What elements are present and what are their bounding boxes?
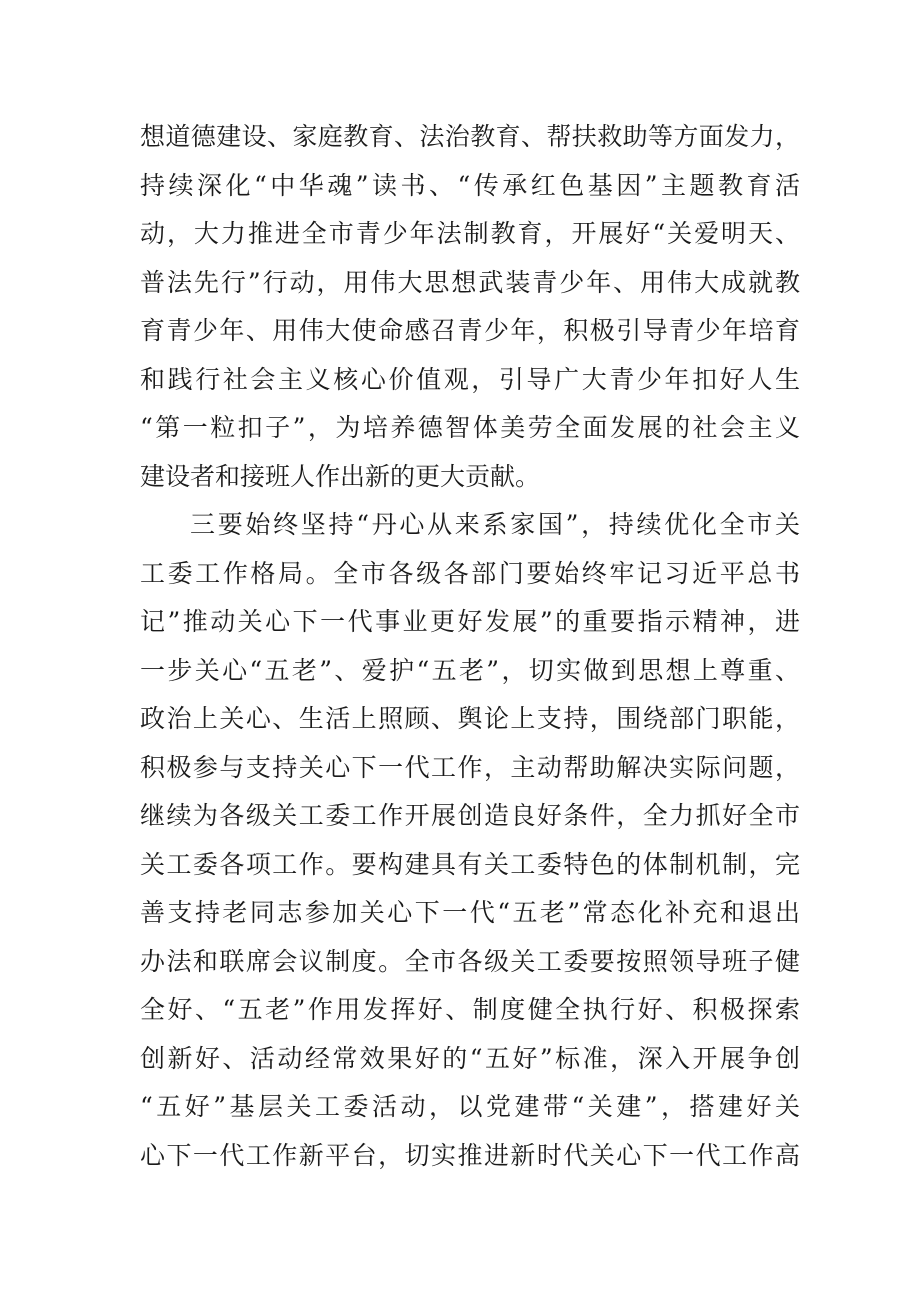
text-line: 普法先行”行动，用伟大思想武装青少年、用伟大成就教 [140,267,800,297]
text-line: “五好”基层关工委活动，以党建带“关建”，搭建好关 [140,1092,800,1121]
text-line: 一步关心“五老”、爱护“五老”，切实做到思想上尊重、 [140,655,800,685]
text-line: 积极参与支持关心下一代工作，主动帮助解决实际问题， [140,752,800,782]
text-line: 记”推动关心下一代事业更好发展”的重要指示精神，进 [140,607,800,636]
text-line: 政治上关心、生活上照顾、舆论上支持，围绕部门职能， [140,704,800,733]
text-line: 持续深化“中华魂”读书、“传承红色基因”主题教育活 [140,170,800,200]
text-line: 办法和联席会议制度。全市各级关工委要按照领导班子健 [140,946,800,976]
text-line: 想道德建设、家庭教育、法治教育、帮扶救助等方面发力， [140,122,800,151]
text-line: 善支持老同志参加关心下一代“五老”常态化补充和退出 [140,898,800,927]
text-line: 动，大力推进全市青少年法制教育，开展好“关爱明天、 [140,219,800,248]
text-line: 全好、“五老”作用发挥好、制度健全执行好、积极探索 [140,995,800,1024]
text-line: 和践行社会主义核心价值观，引导广大青少年扣好人生 [140,364,800,394]
paragraph-end-line: 建设者和接班人作出新的更大贡献。 [140,461,541,491]
text-line: 育青少年、用伟大使命感召青少年，积极引导青少年培育 [140,316,800,345]
text-line: 继续为各级关工委工作开展创造良好条件，全力抓好全市 [140,801,800,830]
paragraph-start-line: 三要始终坚持“丹心从来系家国”，持续优化全市关 [190,510,800,539]
body-text [140,113,800,1180]
text-line: “第一粒扣子”，为培养德智体美劳全面发展的社会主义 [140,413,800,442]
text-line: 心下一代工作新平台，切实推进新时代关心下一代工作高 [140,1140,800,1170]
text-line: 创新好、活动经常效果好的“五好”标准，深入开展争创 [140,1043,800,1073]
text-line: 工委工作格局。全市各级各部门要始终牢记习近平总书 [140,558,800,588]
text-line: 关工委各项工作。要构建具有关工委特色的体制机制，完 [140,849,800,879]
